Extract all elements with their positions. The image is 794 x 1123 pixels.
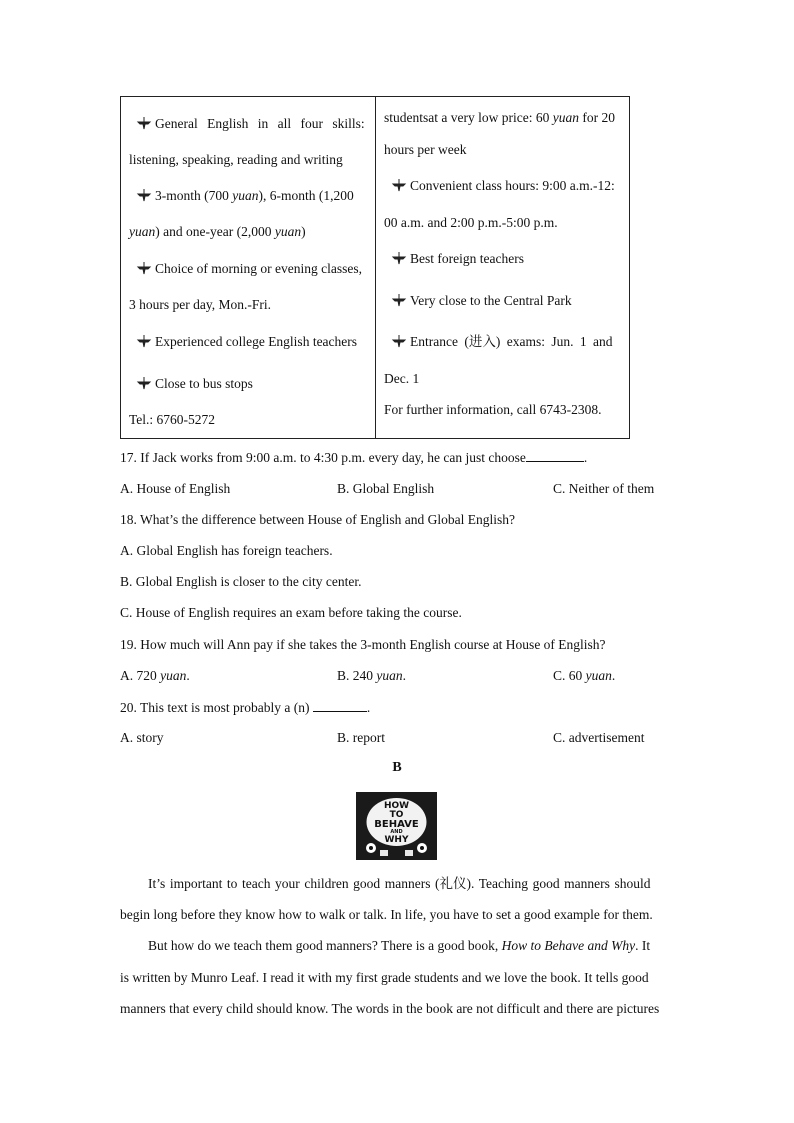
cover-word: HOW [383,801,410,811]
question-stem: 17. If Jack works from 9:00 a.m. to 4:30 p.m. every day, he can just choose [120,450,526,465]
cover-word: WHY [384,835,409,845]
paragraph-2-line-2: is written by Munro Leaf. I read it with my first grade students and we love the book. It tells good [120,970,649,985]
option-17-c: C. Neither of them [553,481,655,496]
teachers-text: Best foreign teachers [410,251,524,266]
option-text: B. 240 [337,668,377,683]
pushpin-icon [390,334,408,348]
option-18-b: B. Global English is closer to the city center. [120,574,362,589]
pushpin-icon [135,334,153,348]
left-bullet-2-line-a [135,187,354,205]
left-bullet-2-line-b [129,223,306,241]
question-19: 19. How much will Ann pay if she takes the 3-month English course at House of English? [120,637,606,652]
pushpin-icon [390,293,408,307]
question-17 [120,448,587,467]
paragraph-1-line-2: begin long before they know how to walk or talk. In life, you have to set a good example for them. [120,907,653,922]
right-bullet-1-text-b: 00 a.m. and 2:00 p.m.-5:00 p.m. [384,215,558,230]
paragraph-2-line-1 [148,937,650,955]
paragraph-1-line-1: It’s important to teach your children good manners (礼仪). Teaching good manners should [148,876,651,891]
option-text: A. 720 [120,668,161,683]
option-19-b [337,667,406,685]
option-19-c [553,667,615,685]
paragraph-text: But how do we teach them good manners? There is a good book, [148,938,502,953]
column-divider [375,97,376,438]
question-20 [120,698,370,717]
price-text: ) [301,224,306,239]
option-20-c: C. advertisement [553,730,645,745]
left-bullet-3-text-b: 3 hours per day, Mon.-Fri. [129,297,271,312]
stem-end: . [583,450,588,465]
paragraph-2-line-3: manners that every child should know. The words in the book are not difficult and there are pictures [120,1001,660,1016]
option-20-b: B. report [337,730,385,745]
left-tel: Tel.: 6760-5272 [129,412,216,427]
section-heading: B [392,760,402,775]
left-bullet-1-text-b: listening, speaking, reading and writing [129,152,343,167]
price-text: ), 6-month (1,200 [258,188,354,203]
pushpin-icon [390,251,408,265]
right-bullet-2-line [390,250,524,268]
book-title: How to Behave and Why [501,938,636,953]
book-cover-art [356,792,437,860]
right-line-1 [384,109,615,127]
left-bullet-3-line-a [135,260,362,278]
option-19-a [120,667,190,685]
cover-word: TO [389,810,404,820]
right-bullet-4-text-b: Dec. 1 [384,371,420,386]
pushpin-icon [390,178,408,192]
right-bullet-3-line [390,292,572,310]
yuan-text: yuan [232,188,259,203]
option-18-c: C. House of English requires an exam before taking the course. [120,605,462,620]
price-text: 3-month (700 [155,188,233,203]
pushpin-icon [135,188,153,202]
left-bullet-1-line-a [135,115,365,133]
left-bullet-1-text-a: General English in all four skills: [155,116,365,131]
answer-blank [313,698,367,712]
left-bullet-5-line [135,375,253,393]
right-bullet-1-line-a [390,177,615,195]
hours-text: Convenient class hours: 9:00 a.m.-12: [410,178,615,193]
yuan-text: yuan [160,668,187,683]
right-bullet-4-line-a [390,333,612,351]
yuan-text: yuan [274,224,302,239]
option-text: C. 60 [553,668,586,683]
yuan-text: yuan [376,668,403,683]
yuan-text: yuan [129,224,156,239]
option-20-a: A. story [120,730,164,745]
park-text: Very close to the Central Park [410,293,572,308]
exams-text: Entrance (进入) exams: Jun. 1 and [410,334,613,349]
price-text: ) and one-year (2,000 [155,224,275,239]
yuan-text: yuan [585,668,612,683]
option-text: . [611,668,616,683]
right-line-2: hours per week [384,142,467,157]
option-text: . [186,668,190,683]
book-cover-image [356,792,437,860]
price-text: for 20 [578,110,615,125]
left-bullet-4-line [135,333,357,351]
option-18-a: A. Global English has foreign teachers. [120,543,333,558]
pushpin-icon [135,376,153,390]
right-info: For further information, call 6743-2308. [384,402,602,417]
option-text: . [402,668,407,683]
option-17-a: A. House of English [120,481,231,496]
answer-blank [526,448,584,462]
question-stem: 20. This text is most probably a (n) [120,700,310,715]
price-text: studentsat a very low price: 60 [384,110,553,125]
pushpin-icon [135,116,153,130]
cover-word: AND [390,829,403,835]
paragraph-text: . It [635,938,651,953]
cover-word: BEHAVE [374,819,419,830]
stem-end: . [366,700,371,715]
yuan-text: yuan [552,110,579,125]
option-17-b: B. Global English [337,481,435,496]
bus-stops-text: Close to bus stops [155,376,253,391]
ad-table [120,96,630,439]
teachers-text: Experienced college English teachers [155,334,358,349]
question-18: 18. What’s the difference between House of English and Global English? [120,512,516,527]
pushpin-icon [135,261,153,275]
classes-text: Choice of morning or evening classes, [155,261,362,276]
